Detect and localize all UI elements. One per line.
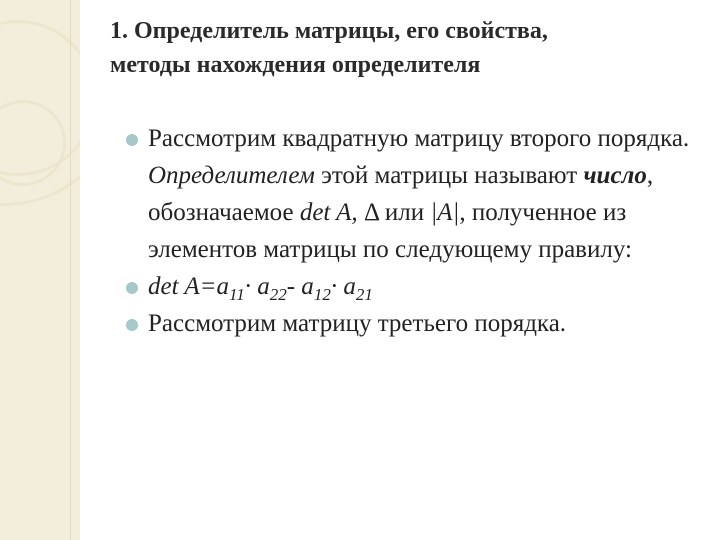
bullet-dot-icon xyxy=(126,134,138,146)
formula-part: · a xyxy=(244,273,270,300)
notation-det: det A, xyxy=(299,199,358,226)
title-line-2: методы нахождения определителя xyxy=(110,52,481,78)
text-segment: Рассмотрим матрицу третьего порядка. xyxy=(148,310,567,337)
formula-part: - a xyxy=(286,273,314,300)
bullet-dot-icon xyxy=(126,319,138,331)
decorative-left-band xyxy=(0,0,80,540)
title-line-1: 1. Определитель матрицы, его свойства, xyxy=(110,18,548,44)
term-determinant: Определителем xyxy=(148,162,315,189)
decorative-line xyxy=(70,0,71,540)
formula-subscript: 11 xyxy=(228,285,245,304)
text-segment: этой матрицы называют xyxy=(314,162,584,189)
text-segment: , обозначаемое xyxy=(148,162,654,226)
formula-subscript: 21 xyxy=(355,285,373,304)
notation-abs: |A| xyxy=(430,199,460,226)
formula-subscript: 12 xyxy=(313,285,331,304)
bullet-dot-icon xyxy=(126,282,138,294)
bullet-item-definition xyxy=(126,120,706,268)
formula-part: · a xyxy=(330,273,356,300)
formula-part: det A=a xyxy=(148,273,229,300)
text-segment: Δ или xyxy=(357,199,431,226)
text-segment: , полученное из элементов матрицы по следующему правилу: xyxy=(148,199,632,263)
text-segment: Рассмотрим квадратную матрицу второго порядка. xyxy=(148,125,690,152)
term-number: число xyxy=(583,162,647,189)
slide-title xyxy=(110,14,700,82)
formula-subscript: 22 xyxy=(269,285,287,304)
bullet-item-third-order xyxy=(126,305,706,342)
bullet-item-formula xyxy=(126,268,706,305)
slide-body xyxy=(126,120,706,342)
